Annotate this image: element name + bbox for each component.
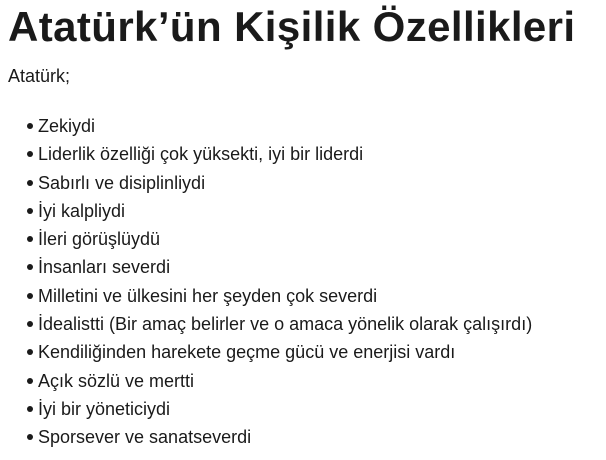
trait-item: Kendiliğinden harekete geçme gücü ve enerjisi vardı [38,338,598,366]
trait-item: İyi bir yöneticiydi [38,395,598,423]
trait-item: Zekiydi [38,112,598,140]
trait-item: Sabırlı ve disiplinliydi [38,169,598,197]
traits-list [8,112,598,452]
trait-item: İdealistti (Bir amaç belirler ve o amaca yönelik olarak çalışırdı) [38,310,598,338]
trait-item: Sporsever ve sanatseverdi [38,423,598,451]
intro-text: Atatürk; [8,66,71,86]
trait-item: İnsanları severdi [38,253,598,281]
trait-item: Açık sözlü ve mertti [38,367,598,395]
trait-item: İyi kalpliydi [38,197,598,225]
trait-item: Milletini ve ülkesini her şeyden çok severdi [38,282,598,310]
trait-item: Liderlik özelliği çok yüksekti, iyi bir liderdi [38,140,598,168]
trait-item: İleri görüşlüydü [38,225,598,253]
page-title: Atatürk’ün Kişilik Özellikleri [8,3,576,50]
